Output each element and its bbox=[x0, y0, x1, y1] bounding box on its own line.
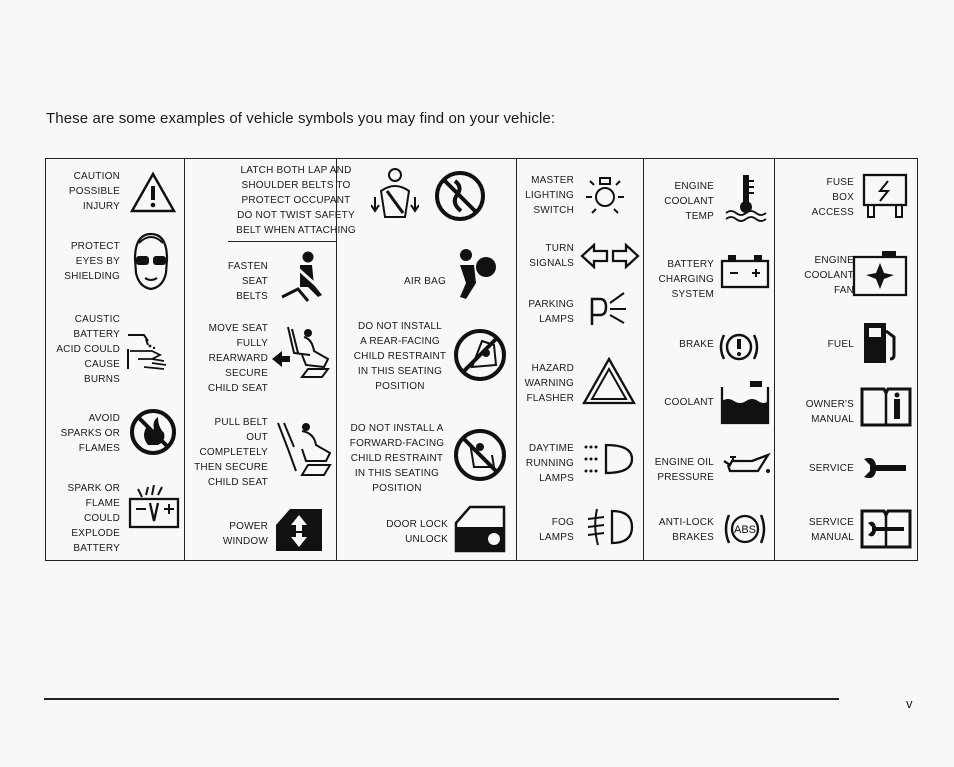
fog-lamps-icon bbox=[584, 505, 636, 549]
power-window-label: POWER WINDOW bbox=[222, 521, 268, 547]
hazard-triangle-icon bbox=[582, 357, 636, 405]
fuse-box-label: FUSE BOX ACCESS bbox=[811, 177, 854, 218]
service-manual-icon bbox=[860, 507, 912, 551]
owners-manual-icon bbox=[860, 385, 912, 429]
latch-belts-label: LATCH BOTH LAP AND SHOULDER BELTS TO PROTECT OCCUPANT DO NOT TWIST SAFETY BELT WHEN ATTACHING bbox=[236, 165, 356, 236]
parking-lamps-label: PARKING LAMPS bbox=[528, 299, 574, 325]
air-bag-label: AIR BAG bbox=[404, 276, 446, 287]
door-lock-label: DOOR LOCK UNLOCK bbox=[386, 519, 448, 545]
service-manual-label: SERVICE MANUAL bbox=[808, 517, 854, 543]
seat-belt-icon bbox=[278, 251, 328, 303]
forward-facing-label: DO NOT INSTALL A FORWARD-FACING CHILD RESTRAINT IN THIS SEATING POSITION bbox=[349, 423, 445, 494]
service-label: SERVICE bbox=[808, 463, 854, 474]
wrench-icon bbox=[860, 455, 910, 481]
symbol-table bbox=[45, 158, 918, 561]
no-forward-facing-seat-icon bbox=[452, 427, 508, 483]
brake-warning-icon bbox=[716, 327, 762, 367]
caution-triangle-icon bbox=[130, 171, 176, 213]
parking-lamps-icon bbox=[586, 289, 630, 329]
abs-icon bbox=[720, 509, 770, 549]
acid-hand-icon bbox=[126, 329, 182, 373]
avoid-sparks-label: AVOID SPARKS OR FLAMES bbox=[60, 413, 120, 454]
daytime-lamps-icon bbox=[582, 441, 638, 477]
fuel-label: FUEL bbox=[827, 339, 854, 350]
brake-label: BRAKE bbox=[679, 339, 714, 350]
pull-belt-label: PULL BELT OUT COMPLETELY THEN SECURE CHILD SEAT bbox=[194, 417, 268, 488]
fog-lamps-label: FOG LAMPS bbox=[539, 517, 574, 543]
abs-text: ABS bbox=[733, 524, 757, 536]
fuse-box-icon bbox=[860, 173, 910, 219]
anti-lock-label: ANTI-LOCK BRAKES bbox=[658, 517, 714, 543]
move-seat-label: MOVE SEAT FULLY REARWARD SECURE CHILD SEAT bbox=[207, 323, 268, 394]
turn-signals-label: TURN SIGNALS bbox=[529, 243, 574, 269]
door-lock-icon bbox=[454, 505, 506, 553]
coolant-fan-icon bbox=[852, 249, 908, 297]
coolant-label: COOLANT bbox=[664, 397, 714, 408]
rear-facing-label: DO NOT INSTALL A REAR-FACING CHILD RESTRAINT IN THIS SEATING POSITION bbox=[353, 321, 447, 392]
master-lighting-icon bbox=[582, 173, 628, 219]
coolant-fan-label: ENGINE COOLANT FAN bbox=[804, 255, 854, 296]
move-seat-rearward-icon bbox=[272, 325, 332, 381]
coolant-temp-icon bbox=[724, 173, 770, 223]
owners-manual-label: OWNER'S MANUAL bbox=[805, 399, 854, 425]
intro-text: These are some examples of vehicle symbols you may find on your vehicle: bbox=[46, 110, 556, 127]
twisted-belt-icon bbox=[371, 167, 419, 227]
pull-belt-child-seat-icon bbox=[274, 421, 332, 477]
master-lighting-label: MASTER LIGHTING SWITCH bbox=[525, 175, 574, 216]
no-twist-belt-icon bbox=[433, 169, 487, 223]
no-rear-facing-seat-icon bbox=[452, 327, 508, 383]
daytime-lamps-label: DAYTIME RUNNING LAMPS bbox=[525, 443, 574, 484]
spark-explode-label: SPARK OR FLAME COULD EXPLODE BATTERY bbox=[67, 483, 120, 554]
coolant-temp-label: ENGINE COOLANT TEMP bbox=[664, 181, 714, 222]
oil-pressure-label: ENGINE OIL PRESSURE bbox=[654, 457, 714, 483]
page-number: v bbox=[906, 696, 913, 711]
safety-goggles-icon bbox=[130, 229, 172, 291]
hazard-label: HAZARD WARNING FLASHER bbox=[524, 363, 574, 404]
oil-can-icon bbox=[722, 451, 772, 479]
footer-rule bbox=[44, 698, 839, 700]
battery-charging-icon bbox=[720, 253, 770, 289]
caution-label: CAUTION POSSIBLE INJURY bbox=[68, 171, 120, 212]
air-bag-icon bbox=[454, 247, 498, 301]
battery-charging-label: BATTERY CHARGING SYSTEM bbox=[658, 259, 714, 300]
caustic-battery-label: CAUSTIC BATTERY ACID COULD CAUSE BURNS bbox=[56, 314, 120, 385]
battery-explosion-icon bbox=[124, 485, 182, 531]
fuel-pump-icon bbox=[860, 319, 902, 367]
power-window-icon bbox=[274, 507, 324, 553]
coolant-reservoir-icon bbox=[720, 379, 770, 425]
protect-eyes-label: PROTECT EYES BY SHIELDING bbox=[64, 241, 120, 282]
turn-signals-icon bbox=[580, 243, 640, 269]
no-flames-icon bbox=[128, 407, 178, 457]
fasten-belts-label: FASTEN SEAT BELTS bbox=[227, 261, 268, 302]
